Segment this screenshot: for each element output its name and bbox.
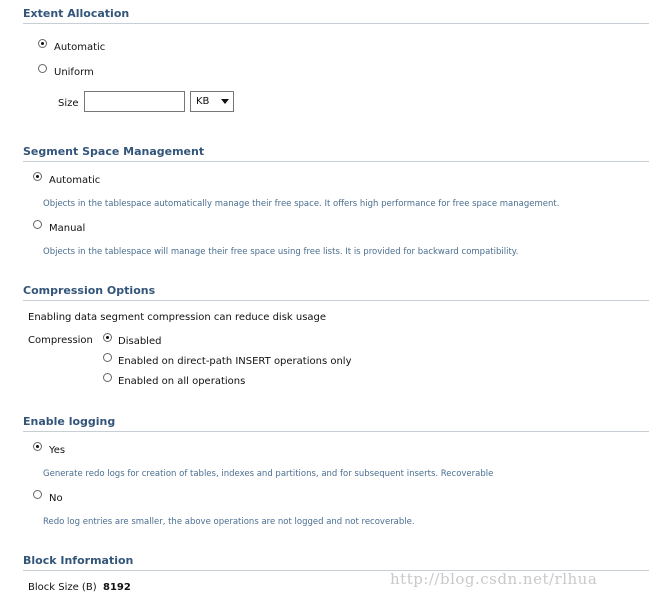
compression-intro: Enabling data segment compression can reduce disk usage (28, 312, 327, 323)
compression-disabled-radio[interactable] (103, 333, 112, 342)
size-unit-value: KB (196, 96, 210, 107)
extent-automatic-radio[interactable] (38, 39, 47, 48)
extent-uniform-radio[interactable] (38, 64, 47, 73)
size-input[interactable] (84, 91, 185, 112)
compression-title: Compression Options (23, 284, 649, 301)
block-info-title: Block Information (23, 554, 649, 571)
block-size-value: 8192 (103, 582, 131, 593)
segment-automatic-desc: Objects in the tablespace automatically manage their free space. It offers high performance for free space management. (43, 199, 560, 209)
size-label: Size (58, 98, 79, 109)
compression-direct-path-radio[interactable] (103, 353, 112, 362)
logging-yes-desc: Generate redo logs for creation of tables, indexes and partitions, and for subsequent inserts. Recoverable (43, 469, 494, 479)
logging-no-desc: Redo log entries are smaller, the above operations are not logged and not recoverable. (43, 517, 415, 527)
extent-uniform-label: Uniform (54, 67, 94, 78)
segment-manual-desc: Objects in the tablespace will manage their free space using free lists. It is provided for backward compatibility. (43, 247, 519, 257)
compression-all-ops-radio[interactable] (103, 373, 112, 382)
logging-title: Enable logging (23, 415, 649, 432)
segment-space-title: Segment Space Management (23, 145, 649, 162)
compression-disabled-label: Disabled (118, 336, 162, 347)
extent-allocation-title: Extent Allocation (23, 7, 649, 24)
logging-yes-radio[interactable] (33, 442, 42, 451)
logging-no-radio[interactable] (33, 490, 42, 499)
segment-manual-radio[interactable] (33, 220, 42, 229)
segment-automatic-radio[interactable] (33, 172, 42, 181)
size-unit-select[interactable] (190, 91, 234, 112)
compression-field-label: Compression (28, 335, 93, 346)
logging-yes-label: Yes (49, 445, 66, 456)
compression-all-ops-label: Enabled on all operations (118, 376, 246, 387)
segment-manual-label: Manual (49, 223, 86, 234)
chevron-down-icon (221, 99, 229, 104)
segment-automatic-label: Automatic (49, 175, 101, 186)
logging-no-label: No (49, 493, 63, 504)
watermark-text: http://blog.csdn.net/rlhua (390, 570, 598, 588)
block-size-label: Block Size (B) (28, 582, 97, 593)
compression-direct-path-label: Enabled on direct-path INSERT operations only (118, 356, 352, 367)
extent-automatic-label: Automatic (54, 42, 106, 53)
